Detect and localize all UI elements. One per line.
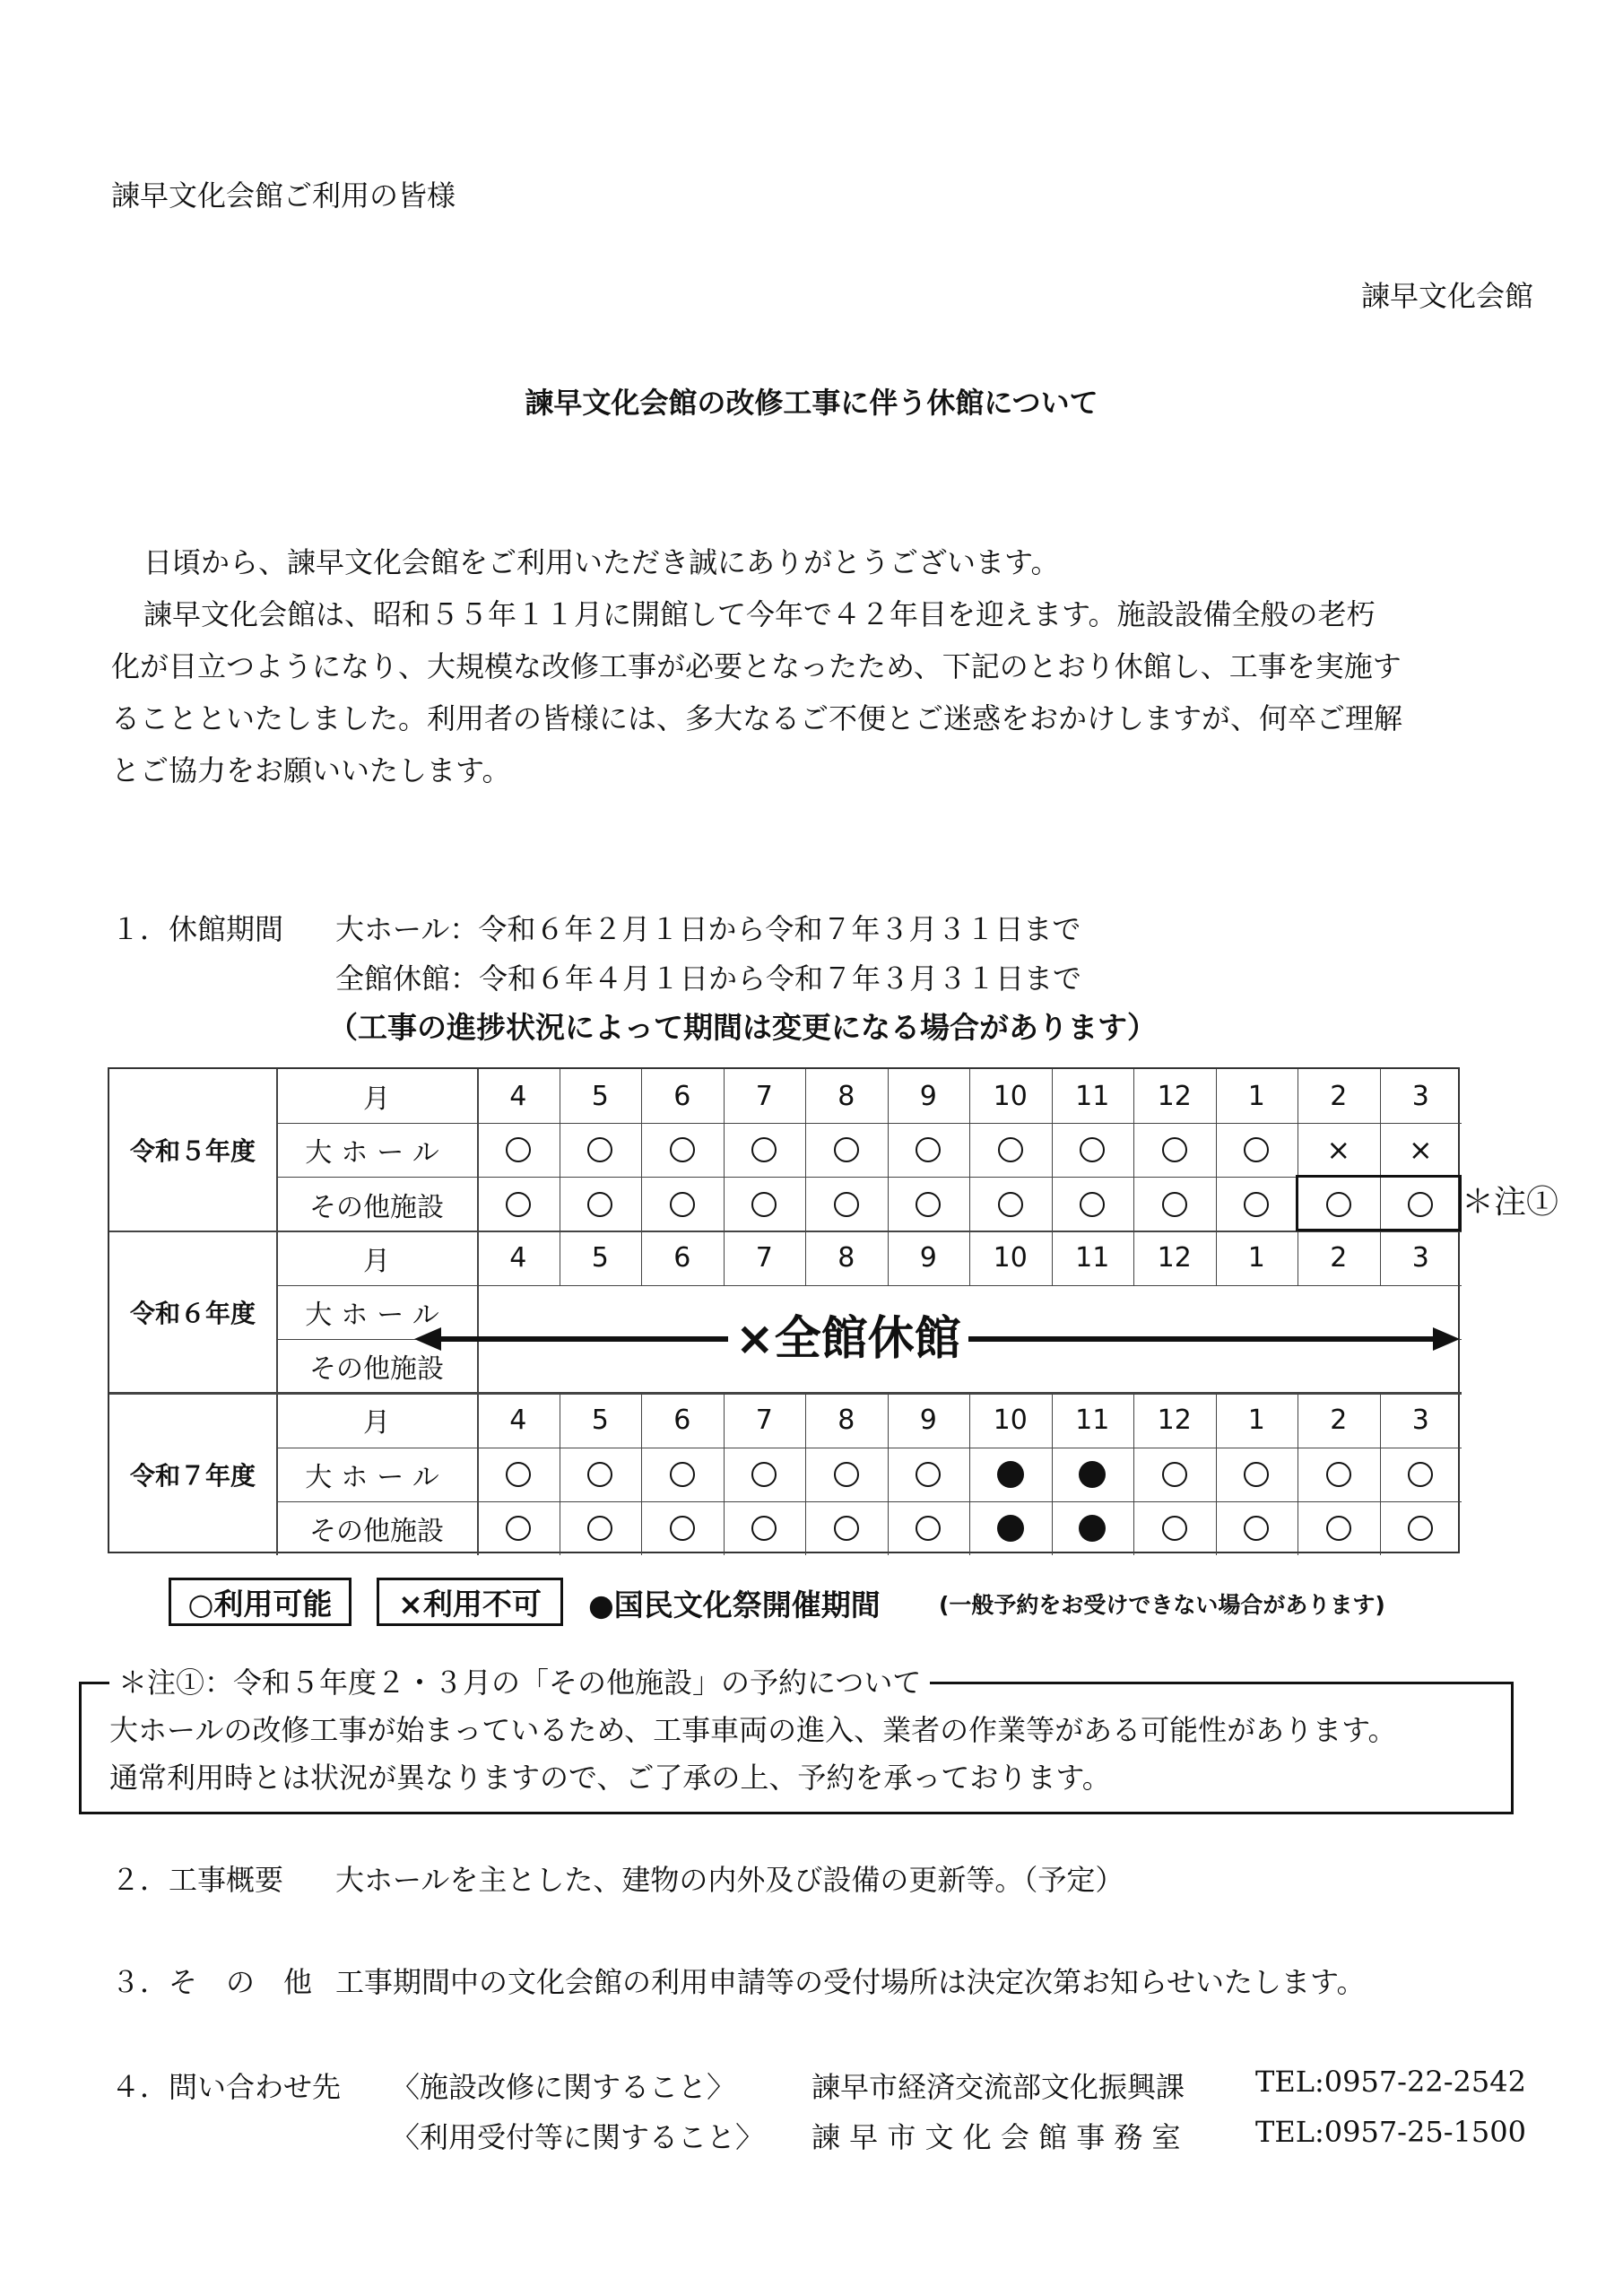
year-label: 令和６年度 [129, 1298, 256, 1328]
sender: 諫早文化会館 [1360, 279, 1533, 313]
available-icon [1162, 1137, 1187, 1162]
facility-label: その他施設 [309, 1515, 444, 1547]
month-number: 1 [1247, 1242, 1265, 1274]
section2-label: ２．工事概要 [111, 1863, 284, 1897]
available-icon [1244, 1462, 1269, 1487]
available-icon [1326, 1516, 1351, 1541]
legend-festival: ●国民文化祭開催期間 [588, 1587, 881, 1622]
facility-label: その他施設 [309, 1353, 444, 1386]
month-number: 2 [1330, 1242, 1348, 1274]
body-line: 諫早文化会館は、昭和５５年１１月に開館して今年で４２年目を迎えます。施設設備全般の老朽 [143, 597, 1376, 631]
available-icon [587, 1137, 612, 1162]
available-icon [670, 1192, 695, 1217]
month-number: 4 [509, 1080, 527, 1112]
availability-mark [969, 1501, 1052, 1555]
availability-mark [1052, 1501, 1134, 1555]
legend-unavailable: ×利用不可 [377, 1578, 563, 1626]
month-number: 9 [919, 1242, 937, 1274]
available-icon [834, 1192, 859, 1217]
availability-mark [724, 1501, 806, 1555]
available-icon [916, 1192, 941, 1217]
available-icon [1244, 1516, 1269, 1541]
contact-topic: 〈利用受付等に関すること〉 [391, 2120, 765, 2154]
month-number: 8 [838, 1080, 855, 1112]
month-number: 11 [1075, 1242, 1110, 1274]
available-icon [998, 1137, 1023, 1162]
availability-mark [1298, 1123, 1380, 1177]
month-header-label: 月 [363, 1245, 390, 1277]
available-icon [751, 1516, 777, 1541]
legend-available: ○利用可能 [169, 1578, 352, 1626]
availability-mark [969, 1177, 1052, 1231]
month-number: 3 [1411, 1404, 1429, 1436]
body-line: 化が目立つようになり、大規模な改修工事が必要となったため、下記のとおり休館し、工事を実施す [111, 649, 1402, 683]
note-heading: ＊注①：令和５年度２・３月の「その他施設」の予約について [109, 1660, 930, 1701]
contact-topic: 〈施設改修に関すること〉 [391, 2070, 736, 2104]
year-label: 令和７年度 [129, 1460, 256, 1491]
body-line: とご協力をお願いいたします。 [111, 753, 511, 787]
month-number: 6 [673, 1404, 691, 1436]
note-line: 大ホールの改修工事が始まっているため、工事車両の進入、業者の作業等がある可能性があります。 [109, 1713, 1397, 1747]
period-note: （工事の進捗状況によって期間は変更になる場合があります） [328, 1010, 1157, 1045]
available-icon [1408, 1516, 1433, 1541]
availability-mark [477, 1177, 560, 1231]
month-number: 12 [1157, 1404, 1192, 1436]
month-number: 5 [591, 1080, 609, 1112]
available-icon [587, 1192, 612, 1217]
available-icon [751, 1192, 777, 1217]
year-label: 令和５年度 [129, 1136, 256, 1167]
available-icon [834, 1462, 859, 1487]
available-icon [751, 1462, 777, 1487]
availability-mark [1052, 1177, 1134, 1231]
availability-mark [560, 1448, 642, 1501]
month-number: 7 [755, 1404, 773, 1436]
available-icon [587, 1462, 612, 1487]
contact-dept: 諫 早 市 文 化 会 館 事 務 室 [812, 2120, 1181, 2154]
available-icon [670, 1516, 695, 1541]
month-number: 6 [673, 1242, 691, 1274]
available-icon [751, 1137, 777, 1162]
availability-mark [1380, 1448, 1462, 1501]
availability-mark [1216, 1177, 1298, 1231]
month-number: 12 [1157, 1080, 1192, 1112]
legend-festival-note: (一般予約をお受けできない場合があります) [939, 1592, 1385, 1618]
availability-mark [560, 1123, 642, 1177]
arrow-head-right-icon [1433, 1327, 1460, 1351]
availability-mark [641, 1123, 724, 1177]
month-number: 5 [591, 1404, 609, 1436]
availability-mark [969, 1123, 1052, 1177]
month-number: 4 [509, 1242, 527, 1274]
facility-label: 大ホール [305, 1299, 448, 1331]
month-number: 8 [838, 1404, 855, 1436]
availability-mark [641, 1448, 724, 1501]
section2-text: 大ホールを主とした、建物の内外及び設備の更新等。（予定） [335, 1863, 1124, 1897]
contact-dept: 諫早市経済交流部文化振興課 [812, 2070, 1185, 2104]
availability-mark [641, 1501, 724, 1555]
available-icon [506, 1192, 531, 1217]
availability-mark [969, 1448, 1052, 1501]
month-number: 3 [1411, 1242, 1429, 1274]
month-number: 8 [838, 1242, 855, 1274]
month-number: 6 [673, 1080, 691, 1112]
month-number: 11 [1075, 1404, 1110, 1436]
month-number: 10 [993, 1404, 1028, 1436]
availability-mark [724, 1177, 806, 1231]
facility-label: 大ホール [305, 1461, 448, 1493]
available-icon [998, 1192, 1023, 1217]
availability-mark [1380, 1123, 1462, 1177]
available-icon [916, 1137, 941, 1162]
available-icon [1162, 1462, 1187, 1487]
availability-mark [1216, 1501, 1298, 1555]
available-icon [1162, 1516, 1187, 1541]
availability-mark [888, 1501, 970, 1555]
unavailable-icon: × [1326, 1133, 1351, 1168]
note-highlight-box [1296, 1175, 1462, 1231]
availability-mark [1052, 1123, 1134, 1177]
availability-mark [888, 1448, 970, 1501]
month-number: 3 [1411, 1080, 1429, 1112]
availability-mark [1133, 1448, 1216, 1501]
schedule-table [108, 1067, 1460, 1553]
available-icon [1080, 1137, 1105, 1162]
available-icon [1162, 1192, 1187, 1217]
available-icon [916, 1516, 941, 1541]
available-icon [506, 1137, 531, 1162]
month-number: 2 [1330, 1404, 1348, 1436]
festival-icon [997, 1515, 1024, 1542]
month-header-label: 月 [363, 1083, 390, 1116]
month-number: 11 [1075, 1080, 1110, 1112]
month-number: 9 [919, 1080, 937, 1112]
section3-text: 工事期間中の文化会館の利用申請等の受付場所は決定次第お知らせいたします。 [335, 1965, 1366, 1999]
available-icon [916, 1462, 941, 1487]
availability-mark [1216, 1448, 1298, 1501]
month-number: 1 [1247, 1404, 1265, 1436]
facility-label: 大ホール [305, 1137, 448, 1170]
contact-tel: TEL:0957-25-1500 [1255, 2115, 1526, 2149]
availability-mark [1216, 1123, 1298, 1177]
month-number: 10 [993, 1080, 1028, 1112]
month-number: 10 [993, 1242, 1028, 1274]
availability-mark [1133, 1123, 1216, 1177]
month-header-label: 月 [363, 1407, 390, 1439]
availability-mark [560, 1177, 642, 1231]
available-icon [1408, 1462, 1433, 1487]
available-icon [834, 1516, 859, 1541]
available-icon [1244, 1192, 1269, 1217]
note-ref: ＊注① [1462, 1184, 1559, 1221]
availability-mark [888, 1123, 970, 1177]
body-line: 日頃から、諫早文化会館をご利用いただき誠にありがとうございます。 [143, 545, 1060, 579]
facility-label: その他施設 [309, 1191, 444, 1223]
availability-mark [477, 1448, 560, 1501]
festival-icon [1079, 1515, 1106, 1542]
month-number: 1 [1247, 1080, 1265, 1112]
page-title: 諫早文化会館の改修工事に伴う休館について [525, 386, 1098, 420]
available-icon [1326, 1462, 1351, 1487]
available-icon [506, 1462, 531, 1487]
available-icon [1244, 1137, 1269, 1162]
availability-mark [477, 1123, 560, 1177]
note-line: 通常利用時とは状況が異なりますので、ご了承の上、予約を承っております。 [109, 1761, 1111, 1795]
arrow-head-left-icon [414, 1327, 441, 1351]
section1-label: １．休館期間 [111, 912, 284, 946]
available-icon [670, 1137, 695, 1162]
availability-mark [560, 1501, 642, 1555]
availability-mark [888, 1177, 970, 1231]
section1-line2: 全館休館：令和６年４月１日から令和７年３月３１日まで [335, 961, 1082, 996]
section3-label: ３．そ の 他 [111, 1965, 313, 1999]
section1-line1: 大ホール：令和６年２月１日から令和７年３月３１日まで [335, 912, 1081, 946]
month-number: 7 [755, 1080, 773, 1112]
available-icon [587, 1516, 612, 1541]
availability-mark [805, 1501, 888, 1555]
availability-mark [805, 1177, 888, 1231]
body-line: ることといたしました。利用者の皆様には、多大なるご不便とご迷惑をおかけしますが、何卒ご理解 [111, 701, 1403, 735]
festival-icon [1079, 1461, 1106, 1488]
unavailable-icon: × [1408, 1133, 1433, 1168]
available-icon [1080, 1192, 1105, 1217]
month-number: 9 [919, 1404, 937, 1436]
closure-text: ×全館休館 [728, 1309, 968, 1370]
month-number: 2 [1330, 1080, 1348, 1112]
availability-mark [805, 1448, 888, 1501]
availability-mark [1133, 1501, 1216, 1555]
available-icon [834, 1137, 859, 1162]
addressee: 諫早文化会館ご利用の皆様 [111, 178, 456, 213]
availability-mark [805, 1123, 888, 1177]
availability-mark [477, 1501, 560, 1555]
festival-icon [997, 1461, 1024, 1488]
month-number: 5 [591, 1242, 609, 1274]
contact-tel: TEL:0957-22-2542 [1255, 2065, 1526, 2099]
available-icon [670, 1462, 695, 1487]
availability-mark [724, 1123, 806, 1177]
availability-mark [1052, 1448, 1134, 1501]
availability-mark [1298, 1448, 1380, 1501]
availability-mark [1380, 1501, 1462, 1555]
availability-mark [1298, 1501, 1380, 1555]
month-number: 12 [1157, 1242, 1192, 1274]
section4-label: ４．問い合わせ先 [111, 2070, 342, 2104]
availability-mark [641, 1177, 724, 1231]
month-number: 7 [755, 1242, 773, 1274]
month-number: 4 [509, 1404, 527, 1436]
availability-mark [1133, 1177, 1216, 1231]
availability-mark [724, 1448, 806, 1501]
available-icon [506, 1516, 531, 1541]
